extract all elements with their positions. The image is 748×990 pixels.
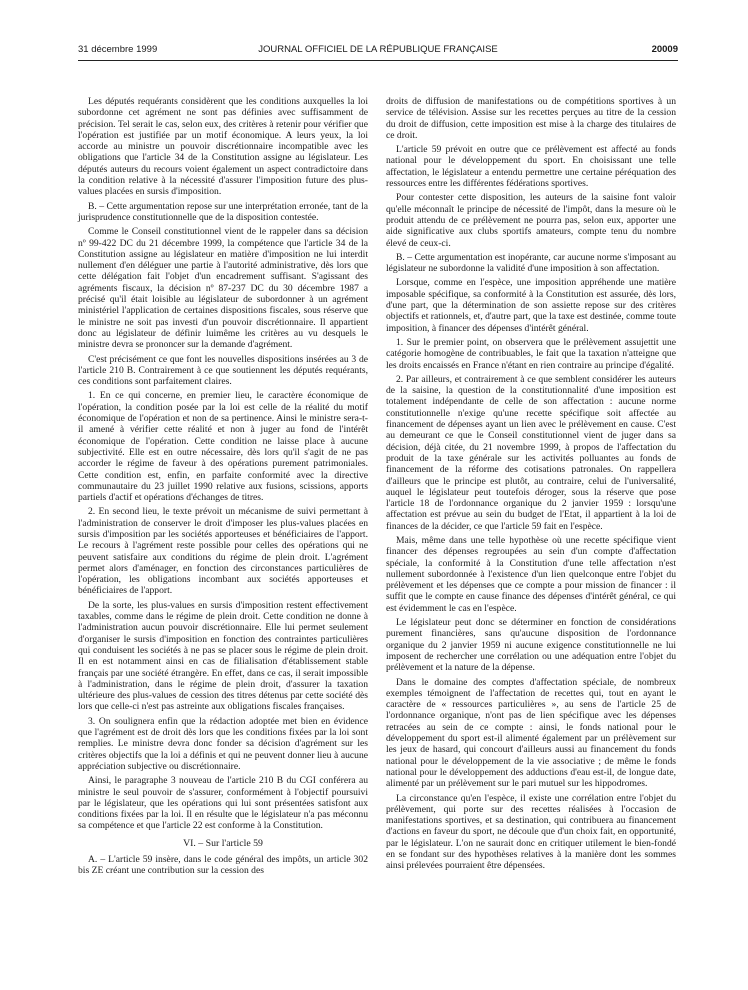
paragraph: droits de diffusion de manifestations ou de compétitions sportives à un service de télévision. Assise sur les recettes perçues au titre de la cession du droit de diffusion, cette imposition est mise à la charge des titulaires de ce droit. xyxy=(386,96,676,141)
page-number: 20009 xyxy=(651,44,678,55)
paragraph: Les députés requérants considèrent que les conditions auxquelles la loi subordonne cet agrément ne sont pas définies avec suffisamment de précision. Tel serait le cas, selon eux, des critères à retenir pour vérifier que l'opération est justifiée par un motif économique. A leurs yeux, la loi accorde au ministre un pouvoir discrétionnaire incompatible avec les obligations que l'article 34 de la Constitution assigne au législateur. Les députés auteurs du recours voient également un aspect contradictoire dans la condition relative à la nécessité d'assurer l'imposition future des plus-values placées en sursis d'imposition. xyxy=(78,96,368,198)
paragraph: A. – L'article 59 insère, dans le code général des impôts, un article 302 bis ZE créant une contribution sur la cession des xyxy=(78,854,368,877)
paragraph: Pour contester cette disposition, les auteurs de la saisine font valoir qu'elle méconnaît le principe de nécessité de l'impôt, dans la mesure où le produit attendu de ce prélèvement ne pourra pas, selon eux, apporter une aide significative aux clubs sportifs amateurs, compte tenu du nombre élevé de ceux-ci. xyxy=(386,192,676,249)
right-column xyxy=(386,96,676,875)
paragraph: C'est précisément ce que font les nouvelles dispositions insérées au 3 de l'article 210 B. Contrairement à ce que soutiennent les députés requérants, ces conditions sont parfaitement claires. xyxy=(78,353,368,388)
paragraph: 2. En second lieu, le texte prévoit un mécanisme de suivi permettant à l'administration de conserver le droit d'imposer les plus-values placées en sursis d'imposition par les sociétés apporteuses et bénéficiaires de l'apport. Le recours à l'agrément reste possible pour celles des opérations qui ne peuvent satisfaire aux conditions du régime de plein droit. L'agrément permet alors d'aménager, en fonction des circonstances particulières de l'opération, les obligations incombant aux sociétés apporteuses et bénéficiaires de l'apport. xyxy=(78,506,368,597)
paragraph: B. – Cette argumentation est inopérante, car aucune norme s'imposant au législateur ne subordonne la validité d'une imposition à son affectation. xyxy=(386,251,676,275)
paragraph: B. – Cette argumentation repose sur une interprétation erronée, tant de la jurisprudence constitutionnelle que de la disposition contestée. xyxy=(78,200,368,223)
paragraph: Le législateur peut donc se déterminer en fonction de considérations purement financières, sans qu'aucune disposition de l'ordonnance organique du 2 janvier 1959 ni aucune exigence constitutionnelle ne lui imposent de rechercher une corrélation ou une adéquation entre l'objet du prélèvement et la nature de la dépense. xyxy=(386,617,676,674)
page-header xyxy=(78,44,678,58)
paragraph: De la sorte, les plus-values en sursis d'imposition restent effectivement taxables, comme dans le régime de plein droit. Cette condition ne donne à l'administration aucun pouvoir discrétionnaire. Elle lui permet seulement d'organiser le sursis d'imposition en fonction des contraintes particulières qui conduisent les sociétés à ne pas se placer sous le régime de plein droit. Il en est notamment ainsi en cas de filialisation d'établissement stable français par une société étrangère. En effet, dans ce cas, il serait impossible à l'administration, dans le régime de plein droit, d'assurer la taxation ultérieure des plus-values de cession des titres détenus par cette société dès lors que celle-ci n'est pas astreinte aux obligations fiscales françaises. xyxy=(78,599,368,713)
paragraph: Dans le domaine des comptes d'affectation spéciale, de nombreux exemples témoignent de l'affectation de recettes qui, tout en ayant le caractère de « ressources particulières », au sens de l'article 25 de l'ordonnance organique, n'ont pas de lien spécifique avec les dépenses retracées au sein de ce compte : ainsi, le fonds national pour le développement du sport est-il alimenté également par un prélèvement sur les jeux de hasard, qui concourt d'ailleurs aussi au financement du fonds national pour le développement de la vie associative ; de même le fonds national pour le développement des adductions d'eau est-il, de longue date, alimenté par un prélèvement sur le pari mutuel sur les hippodromes. xyxy=(386,676,676,790)
paragraph: La circonstance qu'en l'espèce, il existe une corrélation entre l'objet du prélèvement, qui porte sur des recettes réalisées à l'occasion de manifestations sportives, et sa destination, qui contribuera au financement d'actions en faveur du sport, ne découle que d'un choix fait, en opportunité, par le législateur. L'on ne saurait donc en critiquer utilement le bien-fondé en se fondant sur des hypothèses relatives à la manière dont les sommes ainsi prélevées pourraient être dépensées. xyxy=(386,792,676,872)
left-column xyxy=(78,96,368,880)
header-date: 31 décembre 1999 xyxy=(78,44,158,55)
section-heading: VI. – Sur l'article 59 xyxy=(183,837,263,849)
paragraph: 1. En ce qui concerne, en premier lieu, le caractère économique de l'opération, la condition posée par la loi est celle de la réalité du motif économique de l'opération et non de sa pertinence. Ainsi le ministre sera-t-il amené à vérifier cette réalité et non à juger au fond de l'intérêt économique de l'opération. Cette condition ne laisse place à aucune subjectivité. Elle est en outre nécessaire, dès lors qu'il s'agit de ne pas accorder le régime de faveur à des opérations purement patrimoniales. Cette condition est, enfin, en parfaite conformité avec la directive communautaire du 23 juillet 1990 relative aux fusions, scissions, apports partiels d'actif et opérations d'échanges de titres. xyxy=(78,390,368,504)
paragraph: Ainsi, le paragraphe 3 nouveau de l'article 210 B du CGI conférera au ministre le seul pouvoir de s'assurer, conformément à l'objectif poursuivi par le législateur, que les opérations qui lui sont présentées satisfont aux conditions fixées par la loi. Il en résulte que le législateur n'a pas méconnu sa compétence et que l'article 22 est conforme à la Constitution. xyxy=(78,775,368,832)
paragraph: 1. Sur le premier point, on observera que le prélèvement assujettit une catégorie homogène de contribuables, le fait que la taxation n'atteigne que les droits encaissés en France n'étant en rien contraire au principe d'égalité. xyxy=(386,336,676,371)
paragraph: L'article 59 prévoit en outre que ce prélèvement est affecté au fonds national pour le développement du sport. En choisissant une telle affectation, le législateur a entendu permettre une certaine péréquation des ressources entre les différentes fédérations sportives. xyxy=(386,144,676,190)
paragraph: 2. Par ailleurs, et contrairement à ce que semblent considérer les auteurs de la saisine, la question de la constitutionnalité d'une imposition est totalement indépendante de celle de son affectation : aucune norme constitutionnelle n'exige qu'une recette spécifique soit affectée au financement de dépenses ayant un lien avec le prélèvement en cause. C'est au demeurant ce que le Conseil constitutionnel vient de juger dans sa décision, déjà citée, du 21 novembre 1999, à propos de l'affectation du produit de la taxe générale sur les activités polluantes au fonds de financement de la réforme des cotisations patronales. On rappellera d'ailleurs que le principe est plutôt, au contraire, celui de l'universalité, auquel le législateur peut toutefois déroger, sous la réserve que pose l'article 18 de l'ordonnance organique du 2 janvier 1959 : lorsqu'une affectation est prévue au sein du budget de l'Etat, il appartient à la loi de finances de la décider, ce que l'article 59 fait en l'espèce. xyxy=(386,373,676,532)
paragraph: 3. On soulignera enfin que la rédaction adoptée met bien en évidence que l'agrément est de droit dès lors que les conditions fixées par la loi sont remplies. Le ministre devra donc fonder sa décision d'agrément sur les critères objectifs que la loi a définis et qui ne peuvent donner lieu à aucune appréciation subjective ou discrétionnaire. xyxy=(78,715,368,772)
header-rule xyxy=(78,60,678,61)
paragraph: Comme le Conseil constitutionnel vient de le rappeler dans sa décision nº 99-422 DC du 21 décembre 1999, la compétence que l'article 34 de la Constitution assigne au législateur en matière d'imposition ne lui interdit nullement d'en déléguer une partie à l'autorité administrative, dès lors que cette délégation fait l'objet d'un encadrement suffisant. S'agissant des agréments fiscaux, la décision nº 87-237 DC du 30 décembre 1987 a précisé qu'il était loisible au législateur de subordonner à un agrément ministériel l'application de certaines dispositions fiscales, sous réserve que le ministre ne soit pas investi d'un pouvoir discrétionnaire. Il appartient donc au législateur de définir luimême les critères au vu desquels le ministre devra se prononcer sur la demande d'agrément. xyxy=(78,226,368,351)
journal-title: JOURNAL OFFICIEL DE LA RÉPUBLIQUE FRANÇAISE xyxy=(258,44,498,55)
paragraph: Mais, même dans une telle hypothèse où une recette spécifique vient financer des dépenses regroupées au sein d'un compte d'affectation spéciale, la conformité à la Constitution d'une telle affectation n'est nullement subordonnée à l'existence d'un lien quelconque entre l'objet du prélèvement et les dépenses que ce compte a pour mission de financer : il suffit que le compte en cause finance des dépenses d'intérêt général, ce qui est évidemment le cas en l'espèce. xyxy=(386,534,676,614)
paragraph: Lorsque, comme en l'espèce, une imposition appréhende une matière imposable spécifique, sa conformité à la Constitution est assurée, dès lors, d'une part, que la détermination de son assiette repose sur des critères objectifs et rationnels, et, d'autre part, que la taxe est destinée, comme toute imposition, à financer des dépenses d'intérêt général. xyxy=(386,277,676,334)
